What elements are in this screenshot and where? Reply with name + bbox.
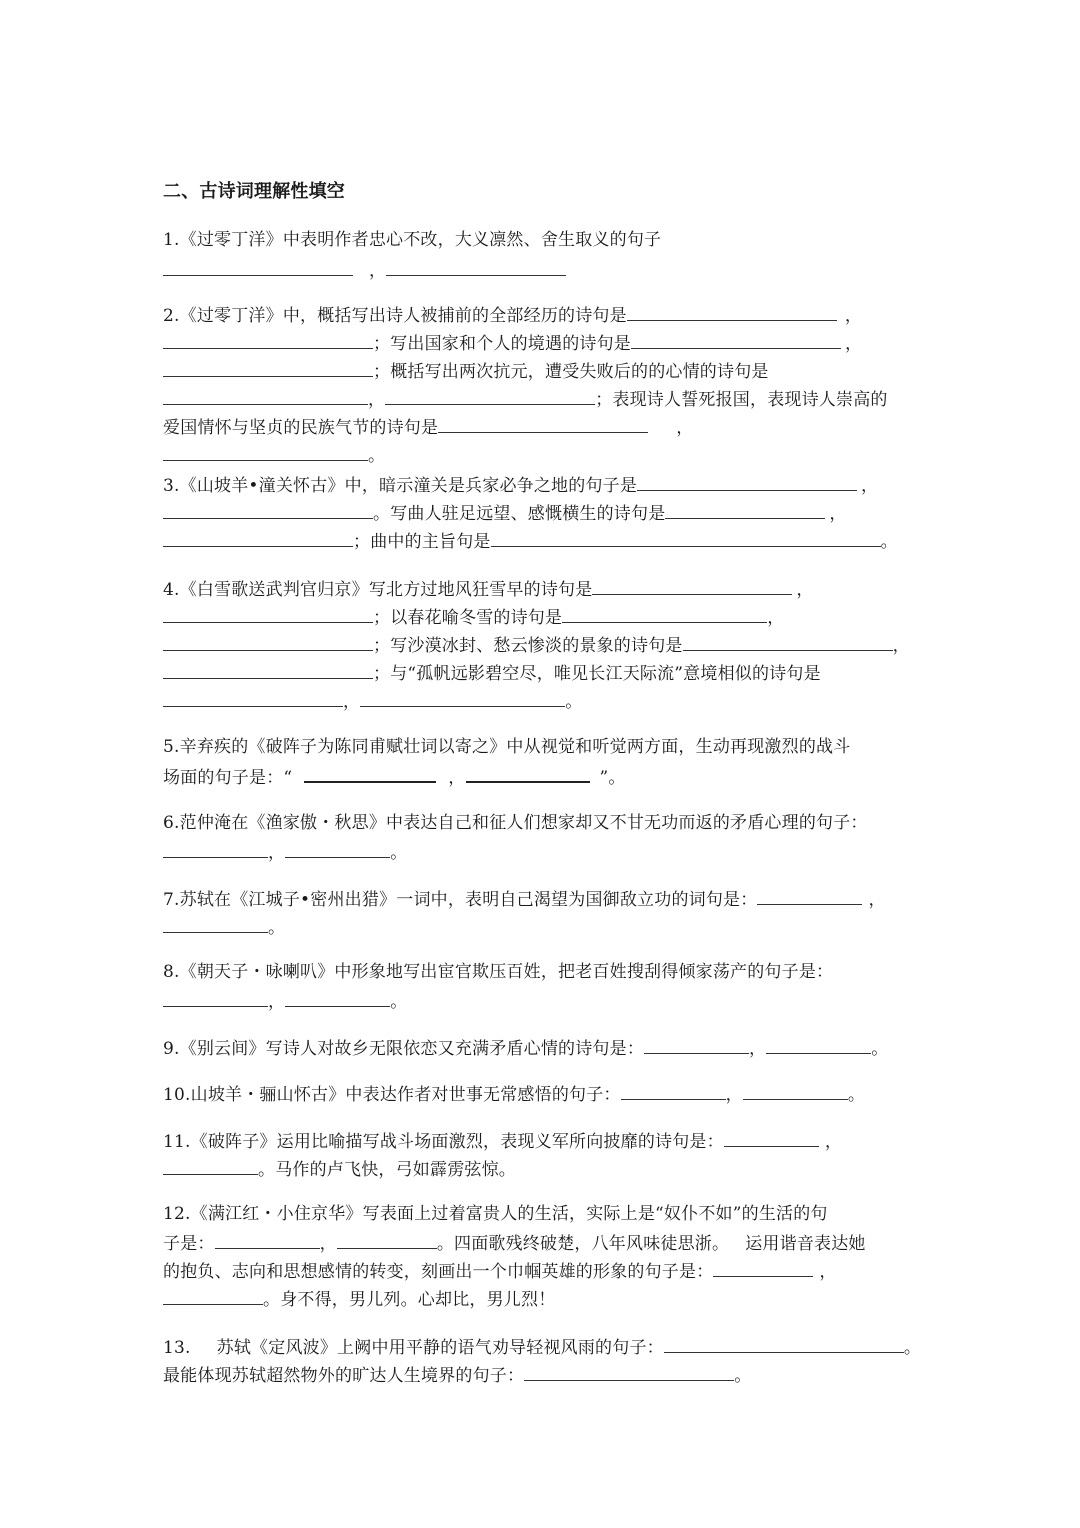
answer-blank[interactable] — [163, 528, 353, 547]
punct: ， — [845, 334, 863, 354]
punct: ， — [767, 608, 785, 628]
question-3-line-3 — [163, 528, 898, 554]
question-11-line-2 — [163, 1156, 516, 1182]
answer-blank[interactable] — [163, 660, 373, 679]
answer-blank[interactable] — [724, 1128, 819, 1147]
question-text: 子是： — [163, 1234, 215, 1254]
punct: 。 — [903, 1338, 922, 1358]
question-4-line-2 — [163, 604, 784, 630]
answer-blank[interactable] — [683, 632, 893, 651]
punct: 。 — [734, 1366, 752, 1386]
answer-blank[interactable] — [163, 914, 268, 933]
question-2-line-5 — [163, 414, 693, 440]
answer-blank[interactable] — [163, 386, 368, 405]
punct: ， — [819, 1262, 837, 1282]
question-2-line-2 — [163, 330, 862, 356]
question-text: 9.《别云间》写诗人对故乡无限依恋又充满矛盾心情的诗句是： — [163, 1039, 645, 1059]
punct: 。 — [268, 918, 286, 938]
question-text: ；曲中的主旨句是 — [353, 532, 491, 552]
answer-blank[interactable] — [466, 763, 590, 783]
punct: ， — [861, 476, 879, 496]
question-13-line-2 — [163, 1362, 751, 1388]
question-text: 11.《破阵子》运用比喻描写战斗场面激烈，表现义军所向披靡的诗句是： — [163, 1132, 724, 1152]
punct: ”。 — [599, 768, 626, 788]
answer-blank[interactable] — [592, 576, 792, 595]
punct: ， — [369, 261, 387, 281]
question-text: ；以春花喻冬雪的诗句是 — [373, 608, 563, 628]
question-6-line-1: 6.范仲淹在《渔家傲・秋思》中表达自己和征人们想家却又不甘无功而返的矛盾心理的句子： — [163, 813, 868, 833]
answer-blank[interactable] — [163, 632, 373, 651]
answer-blank[interactable] — [304, 763, 436, 783]
punct: ， — [824, 1132, 843, 1152]
section-title: 二、古诗词理解性填空 — [163, 181, 345, 202]
question-text: 4.《白雪歌送武判官归京》写北方过地风狂雪早的诗句是 — [163, 580, 593, 600]
answer-blank[interactable] — [385, 386, 595, 405]
question-7-line-2 — [163, 914, 285, 940]
punct: ， — [868, 890, 886, 910]
question-2-line-1 — [163, 302, 862, 328]
punct: ， — [829, 504, 847, 524]
question-text: 场面的句子是：“ — [163, 768, 293, 788]
question-text: 。写曲人驻足远望、感慨横生的诗句是 — [373, 504, 666, 524]
answer-blank[interactable] — [163, 442, 368, 461]
answer-blank[interactable] — [163, 1156, 258, 1175]
question-text: ；与“孤帆远影碧空尽，唯见长江天际流”意境相似的诗句是 — [373, 664, 821, 684]
answer-blank[interactable] — [757, 886, 862, 905]
punct: ， — [749, 1039, 767, 1059]
question-2-line-3 — [163, 358, 769, 384]
answer-blank[interactable] — [360, 688, 565, 707]
answer-blank[interactable] — [491, 528, 881, 547]
question-text: 运用谐音表达她 — [745, 1234, 866, 1254]
question-13-line-1 — [163, 1334, 921, 1360]
question-11-line-1 — [163, 1128, 842, 1154]
question-text: ；概括写出两次抗元，遭受失败后的的心情的诗句是 — [373, 362, 769, 382]
answer-blank[interactable] — [163, 330, 373, 349]
question-3-line-2 — [163, 500, 847, 526]
answer-blank[interactable] — [665, 500, 825, 519]
question-1-line-2 — [163, 257, 566, 283]
answer-blank[interactable] — [644, 1035, 749, 1054]
question-10-line-1 — [163, 1081, 865, 1107]
question-4-line-3 — [163, 632, 910, 658]
answer-blank[interactable] — [163, 988, 268, 1007]
question-12-line-4 — [163, 1286, 555, 1312]
punct: 。 — [847, 1085, 866, 1105]
answer-blank[interactable] — [163, 500, 373, 519]
punct: ， — [676, 418, 694, 438]
answer-blank[interactable] — [743, 1081, 848, 1100]
answer-blank[interactable] — [631, 330, 841, 349]
answer-blank[interactable] — [285, 839, 390, 858]
answer-blank[interactable] — [562, 604, 767, 623]
question-text: 爱国情怀与坚贞的民族气节的诗句是 — [163, 418, 439, 438]
punct: 。 — [368, 446, 386, 466]
question-text: ；写出国家和个人的境遇的诗句是 — [373, 334, 631, 354]
punct: 。 — [390, 992, 408, 1012]
question-text: 最能体现苏轼超然物外的旷达人生境界的句子： — [163, 1366, 525, 1386]
question-8-line-2 — [163, 988, 407, 1014]
question-text: ；表现诗人誓死报国，表现诗人崇高的 — [595, 390, 888, 410]
answer-blank[interactable] — [285, 988, 390, 1007]
question-4-line-5 — [163, 688, 582, 714]
question-text: 苏轼《定风波》上阙中用平静的语气劝导轻视风雨的句子： — [216, 1338, 664, 1358]
question-number: 13. — [163, 1338, 191, 1358]
question-text: 。四面歌残终破楚，八年风味徒思浙。 — [436, 1234, 730, 1254]
question-5-line-2 — [163, 763, 626, 790]
question-8-line-1: 8.《朝天子・咏喇叭》中形象地写出宦官欺压百姓，把老百姓搜刮得倾家荡产的句子是： — [163, 962, 834, 982]
question-9-line-1 — [163, 1035, 888, 1061]
question-text: 10.山坡羊・骊山怀古》中表达作者对世事无常感悟的句子： — [163, 1085, 621, 1105]
question-5-line-1: 5.辛弃疾的《破阵子为陈同甫赋壮词以寄之》中从视觉和听觉两方面，生动再现激烈的战斗 — [163, 737, 851, 757]
question-12-line-1: 12.《满江红・小住京华》写表面上过着富贵人的生活，实际上是“奴仆不如”的生活的句 — [163, 1204, 828, 1224]
answer-blank[interactable] — [163, 688, 343, 707]
punct: ， — [368, 390, 386, 410]
question-12-line-2 — [163, 1230, 866, 1256]
punct: ， — [319, 1234, 337, 1254]
answer-blank[interactable] — [713, 1258, 813, 1277]
question-text: 。马作的卢飞快，弓如霹雳弦惊。 — [258, 1160, 516, 1180]
punct: ， — [796, 580, 814, 600]
question-2-line-6 — [163, 442, 385, 468]
punct: ， — [892, 636, 910, 656]
punct: ， — [448, 768, 466, 788]
punct: 。 — [565, 692, 583, 712]
question-text: 。身不得，男儿列。心却比，男儿烈！ — [263, 1290, 556, 1310]
punct: 。 — [871, 1039, 889, 1059]
question-4-line-4 — [163, 660, 821, 686]
question-4-line-1 — [163, 576, 814, 602]
question-text: 3.《山坡羊•潼关怀古》中，暗示潼关是兵家必争之地的句子是 — [163, 476, 638, 496]
answer-blank[interactable] — [163, 358, 373, 377]
answer-blank[interactable] — [337, 1230, 437, 1249]
question-7-line-1 — [163, 886, 886, 912]
punct: 。 — [390, 843, 408, 863]
question-2-line-4 — [163, 386, 888, 412]
answer-blank[interactable] — [438, 414, 648, 433]
answer-blank[interactable] — [163, 1286, 263, 1305]
question-text: 7.苏轼在《江城子•密州出猎》一词中，表明自己渴望为国御敌立功的词句是： — [163, 890, 758, 910]
punct: ， — [268, 992, 286, 1012]
question-text: 2.《过零丁洋》中，概括写出诗人被捕前的全部经历的诗句是 — [163, 306, 627, 326]
punct: 。 — [880, 532, 898, 552]
answer-blank[interactable] — [163, 257, 353, 276]
answer-blank[interactable] — [163, 604, 373, 623]
punct: ， — [268, 843, 286, 863]
answer-blank[interactable] — [386, 257, 566, 276]
question-1-line-1: 1.《过零丁洋》中表明作者忠心不改，大义凛然、舍生取义的句子 — [163, 230, 662, 250]
question-text: ；写沙漠冰封、愁云惨淡的景象的诗句是 — [373, 636, 683, 656]
punct: ， — [343, 692, 361, 712]
question-3-line-1 — [163, 472, 878, 498]
answer-blank[interactable] — [163, 839, 268, 858]
punct: ， — [725, 1085, 743, 1105]
question-6-line-2 — [163, 839, 407, 865]
question-text: 的抱负、志向和思想感情的转变，刻画出一个巾帼英雄的形象的句子是： — [163, 1262, 714, 1282]
punct: ， — [844, 306, 863, 326]
answer-blank[interactable] — [664, 1334, 904, 1353]
answer-blank[interactable] — [637, 472, 857, 491]
answer-blank[interactable] — [215, 1230, 320, 1249]
question-12-line-3 — [163, 1258, 837, 1284]
answer-blank[interactable] — [627, 302, 837, 321]
answer-blank[interactable] — [766, 1035, 871, 1054]
answer-blank[interactable] — [621, 1081, 726, 1100]
answer-blank[interactable] — [524, 1362, 734, 1381]
